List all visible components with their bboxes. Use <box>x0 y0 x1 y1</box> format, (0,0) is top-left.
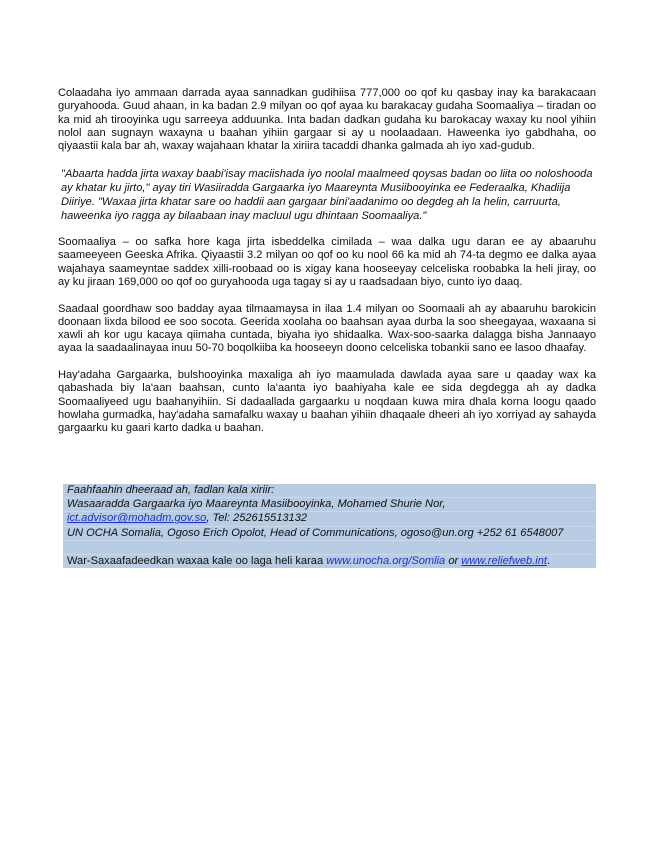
blank-row <box>63 541 596 555</box>
press-release-body <box>58 87 596 449</box>
paragraph-displacement: Colaadaha iyo ammaan darrada ayaa sannadkan gudihiisa 777,000 oo qof ku qasbay inay ka barakacaan guryahooda. Guud ahaan, in ka badan 2.9 milyan oo qof ayaa ku barakacay gudaha Soomaaliya – tiradan oo ka mid ah tirooyinka ugu sarreeya adduunka. Inta badan dadkan gudaha ku barokacay waxay ku nool yihiin nolol aan sugnayn waxayna u baahan yihiin gargaar si ay u noolaadaan. Haweenka iyo gabdhaha, oo qiyaastii kala bar ah, waxay wajahaan khatar la xiriira tacaddi dhanka galmada ah iyo xad-gudub. <box>58 87 596 153</box>
ministry-email-row <box>63 512 596 526</box>
ministry-contact-line: Wasaaradda Gargaarka iyo Maareynta Masiibooyinka, Mohamed Shurie Nor, <box>63 498 596 512</box>
links-prefix: War-Saxaafadeedkan waxaa kale oo laga heli karaa <box>67 554 327 567</box>
press-release-links-row <box>63 555 596 568</box>
ministry-tel: , Tel: 252615513132 <box>206 512 308 525</box>
unocha-link[interactable]: www.unocha.org/Somlia <box>326 554 446 567</box>
contact-heading: Faahfaahin dheeraad ah, fadlan kala xiriir: <box>63 484 596 498</box>
reliefweb-link[interactable]: www.reliefweb.int <box>461 554 547 567</box>
paragraph-forecast: Saadaal goordhaw soo badday ayaa tilmaamaysa in ilaa 1.4 milyan oo Soomaali ah ay abaaruhu barokicin doonaan lixda bilood ee soo socota. Geerida xoolaha oo baahsan ayaa durba la soo sheegayaa, waxaana si xawli ah kor ugu kacaya qiimaha cuntada, biyaha iyo shidaalka. Wax-soo-saarka dalagga bisha Jannaayo ayaa la saadaalinayaa inuu 50-70 boqolkiiba ka hooseeyn doono celceliska tobankii sano ee lasoo dhaafay. <box>58 302 596 355</box>
paragraph-climate-drought: Soomaaliya – oo safka hore kaga jirta isbeddelka cimilada – waa dalka ugu daran ee ay abaaruhu saameeyeen Geeska Afrika. Qiyaastii 3.2 milyan oo qof oo ku nool 66 ka mid ah 74-ta degmo ee dalka ayaa wajahaya saameyntae saddex xilli-roobaad oo is xigay kana hooseeyay celceliska roobabka la heli jiray, oo ay ku jiraan 169,000 oo qof oo guryahooda uga tagay si ay u raadsadaan biyo, cunto iyo daaq. <box>58 236 596 288</box>
ministry-email-link[interactable]: ict.advisor@mohadm.gov.so <box>67 512 207 525</box>
contact-info-box <box>63 484 596 568</box>
links-suffix: . <box>546 554 551 567</box>
ocha-contact-line: UN OCHA Somalia, Ogoso Erich Opolot, Head of Communications, ogoso@un.org +252 61 6548007 <box>63 527 596 541</box>
links-or: or <box>445 554 462 567</box>
paragraph-minister-quote: "Abaarta hadda jirta waxay baabi'isay maciishada iyo noolal maalmeed qoysas badan oo liita oo noloshooda ay khatar ku jirto," ayay tiri Wasiiradda Gargaarka iyo Maareynta Musiibooyinka ee Federaalka, Khadiija Diiriye. "Waxaa jirta khatar sare oo haddii aan gargaar bini'aadanimo oo degdeg ah la helin, carruurta, haweenka iyo ragga ay bilaabaan inay macluul ugu dhintaan Soomaaliya." <box>61 167 593 222</box>
paragraph-humanitarian-response: Hay'adaha Gargaarka, bulshooyinka maxaliga ah iyo maamulada dawlada ayaa sare u qaaday wax ka qabashada biy la'aan baahsan, cunto la'aanta iyo baahiyaha kale ee sida degdegga ah ay dadka Soomaaliyeed ugu baahanyihiin. Si dadaallada gargaarku u noqdaan kuwa mira dhala korna loogu qaado howlaha gurmadka, hay'adaha samafalku waxay u baahan yihiin dhaqaale dheeri ah iyo xorriyad ay sahayda gargaarku ku gaari karto dadka u baahan. <box>58 369 596 435</box>
